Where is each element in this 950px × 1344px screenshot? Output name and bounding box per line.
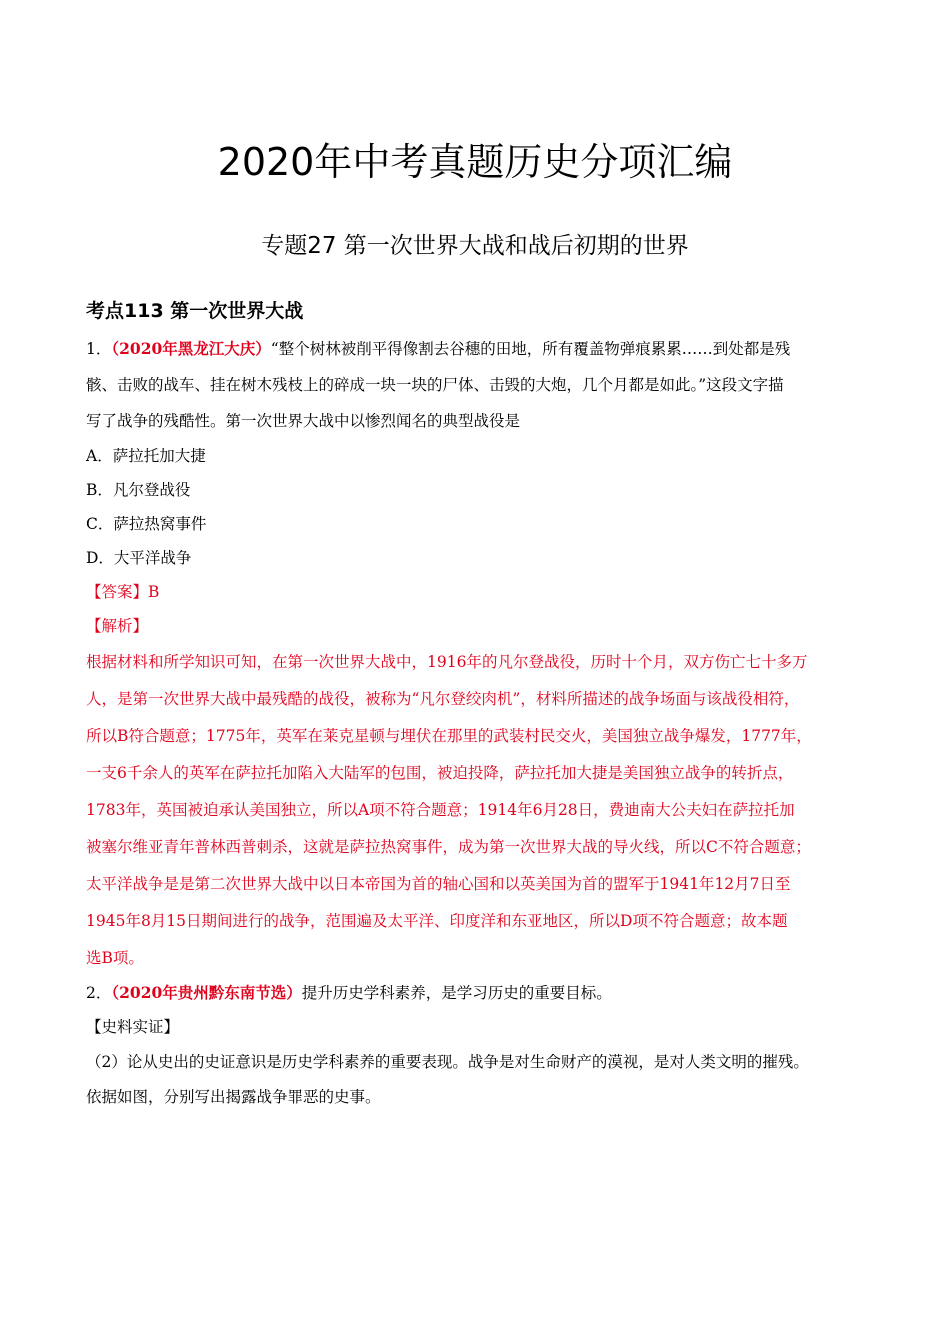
topic-title: 专题27 第一次世界大战和战后初期的世界 (261, 233, 689, 259)
question-1-first-line (86, 338, 886, 360)
document-title: 2020年中考真题历史分项汇编 (217, 140, 733, 184)
answer-line (86, 581, 886, 603)
question-stem-line: 提升历史学科素养，是学习历史的重要目标。 (301, 984, 612, 1002)
question-text-line: （2）论从史出的史证意识是历史学科素养的重要表现。战争是对生命财产的漠视，是对人类文明的摧残。 (86, 1053, 809, 1071)
question-source: （2020年黑龙江大庆） (111, 339, 271, 358)
analysis-line: 人，是第一次世界大战中最残酷的战役，被称为“凡尔登绞肉机”，材料所描述的战争场面与该战役相符， (86, 690, 800, 708)
analysis-line: 所以B符合题意；1775年，英军在莱克星顿与埋伏在那里的武装村民交火，美国独立战争爆发，1777年， (86, 727, 812, 745)
question-stem-line: “整个树林被削平得像割去谷穗的田地，所有覆盖物弹痕累累……到处都是残 (270, 340, 791, 358)
question-text-line: 依据如图，分别写出揭露战争罪恶的史事。 (86, 1088, 381, 1106)
analysis-line: 太平洋战争是是第二次世界大战中以日本帝国为首的轴心国和以英美国为首的盟军于1941年12月7日至 (86, 875, 791, 893)
question-stem-line: 骸、击败的战车、挂在树木残枝上的碎成一块一块的尸体、击毁的大炮，几个月都是如此。”这段文字描 (86, 376, 784, 394)
answer-label: 【答案】 (86, 583, 149, 601)
question-source: （2020年贵州黔东南节选） (111, 983, 302, 1002)
analysis-line: 1945年8月15日期间进行的战争，范围遍及太平洋、印度洋和东亚地区，所以D项不符合题意；故本题 (86, 912, 788, 930)
analysis-line: 1783年，英国被迫承认美国独立，所以A项不符合题意；1914年6月28日，费迪南大公夫妇在萨拉托加 (86, 801, 795, 819)
section-heading: 考点113 第一次世界大战 (86, 300, 304, 322)
analysis-line: 被塞尔维亚青年普林西普刺杀，这就是萨拉热窝事件，成为第一次世界大战的导火线，所以C不符合题意； (86, 838, 811, 856)
option-c: C．萨拉热窝事件 (86, 515, 207, 533)
option-b: B．凡尔登战役 (86, 481, 191, 499)
question-2-first-line (86, 982, 886, 1004)
question-number: 1． (86, 340, 112, 358)
question-number: 2． (86, 984, 112, 1002)
analysis-label: 【解析】 (86, 617, 149, 635)
analysis-line: 选B项。 (86, 949, 144, 967)
section-label: 【史料实证】 (86, 1018, 180, 1036)
option-d: D．大平洋战争 (86, 549, 192, 567)
analysis-line: 根据材料和所学知识可知，在第一次世界大战中，1916年的凡尔登战役，历时十个月，双方伤亡七十多万 (86, 653, 808, 671)
answer-value: B (148, 583, 160, 601)
option-a: A．萨拉托加大捷 (86, 447, 206, 465)
question-stem-line: 写了战争的残酷性。第一次世界大战中以惨烈闻名的典型战役是 (86, 412, 521, 430)
analysis-line: 一支6千余人的英军在萨拉托加陷入大陆军的包围，被迫投降，萨拉托加大捷是美国独立战争的转折点， (86, 764, 794, 782)
